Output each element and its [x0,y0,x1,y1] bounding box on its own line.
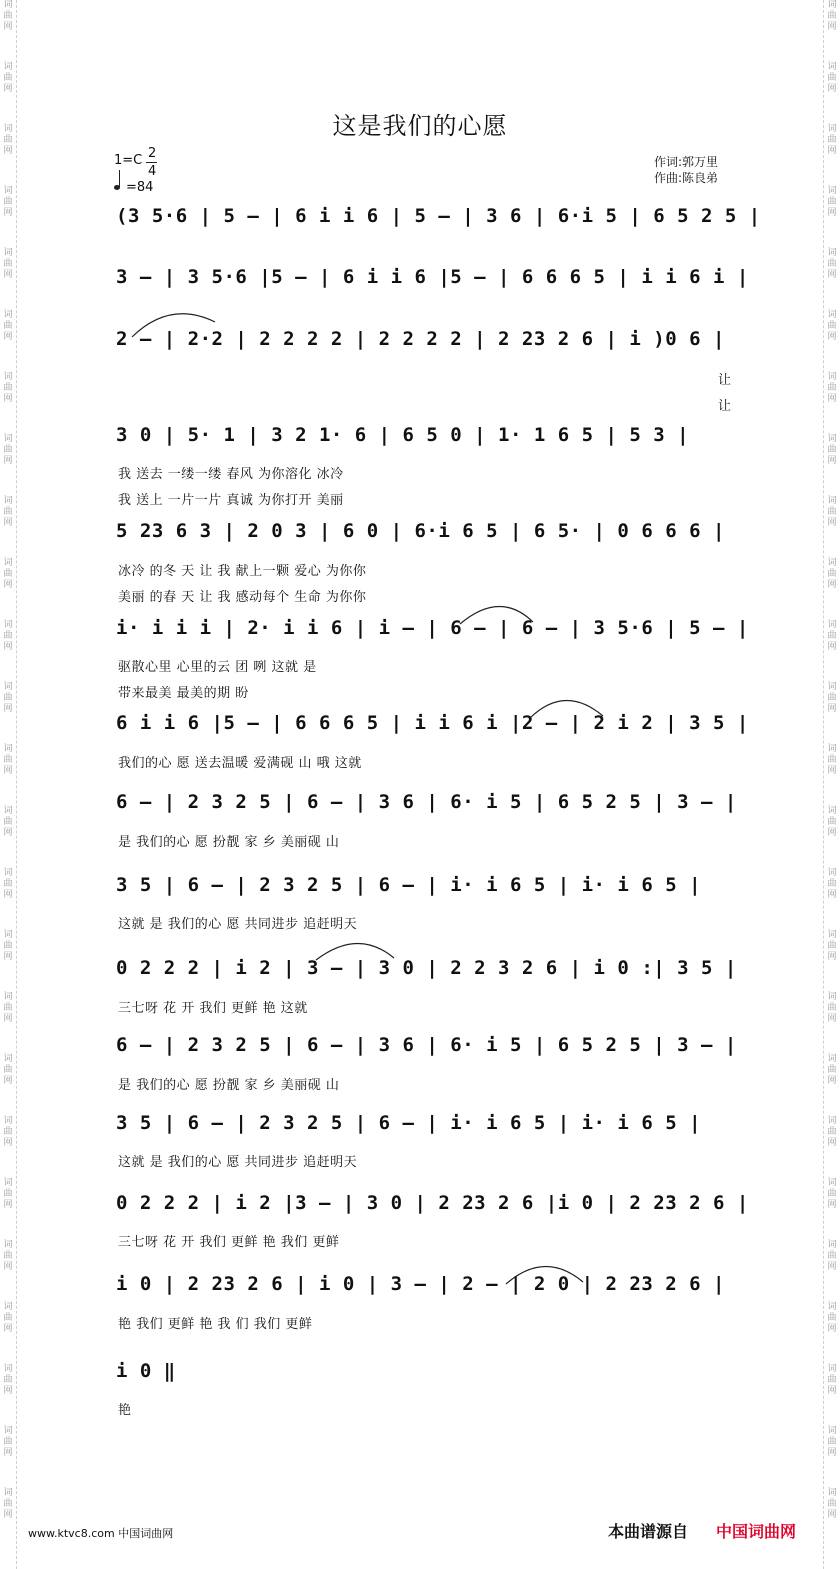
score-line-10: 0 2 2 2 | i 2 | 3 – | 3 0 | 2 2 3 2 6 | i 0 :| 3 5 | [116,957,737,979]
watermark-glyph: 词 曲 网 [827,124,837,156]
score-line-3: 2 – | 2·2 | 2 2 2 2 | 2 2 2 2 | 2 23 2 6 | i )0 6 | [116,328,725,350]
watermark-glyph: 词 曲 网 [3,1240,13,1272]
watermark-glyph: 词 曲 网 [827,1054,837,1086]
watermark-glyph: 词 曲 网 [827,1426,837,1458]
lyric-line-5b: 美丽 的春 天 让 我 感动每个 生命 为你你 [118,590,367,605]
footer-source-label: 本曲谱源自 [608,1522,689,1541]
lyric-line-14: 艳 我们 更鲜 艳 我 们 我们 更鲜 [118,1317,313,1332]
watermark-glyph: 词 曲 网 [3,496,13,528]
score-line-5: 5 23 6 3 | 2 0 3 | 6 0 | 6·i 6 5 | 6 5· | 0 6 6 6 | [116,520,725,542]
score-line-6: i· i i i | 2· i i 6 | i – | 6 – | 6 – | 3 5·6 | 5 – | [116,617,749,639]
watermark-glyph: 词 曲 网 [827,992,837,1024]
lyric-line-6a: 驱散心里 心里的云 团 咧 这就 是 [118,660,317,675]
slur-mark [530,700,603,718]
watermark-glyph: 词 曲 网 [827,186,837,218]
watermark-glyph: 词 曲 网 [3,868,13,900]
watermark-glyph: 词 曲 网 [3,682,13,714]
slur-mark [316,943,394,960]
watermark-glyph: 词 曲 网 [827,310,837,342]
watermark-glyph: 词 曲 网 [3,620,13,652]
watermark-glyph: 词 曲 网 [3,1054,13,1086]
lyric-line-8: 是 我们的心 愿 扮靓 家 乡 美丽砚 山 [118,835,340,850]
watermark-glyph: 词 曲 网 [3,930,13,962]
lyric-line-4b: 我 送上 一片一片 真诚 为你打开 美丽 [118,493,344,508]
score-line-15: i 0 ‖ [116,1360,176,1382]
lyricist-credit: 作词:郭万里 [654,155,719,169]
lyric-line-3a: 让 [718,373,732,388]
lyric-line-5a: 冰冷 的冬 天 让 我 献上一颗 爱心 为你你 [118,564,367,579]
watermark-glyph: 词 曲 网 [3,1178,13,1210]
watermark-glyph: 词 曲 网 [827,1364,837,1396]
watermark-glyph: 词 曲 网 [827,248,837,280]
score-line-13: 0 2 2 2 | i 2 |3 – | 3 0 | 2 23 2 6 |i 0 | 2 23 2 6 | [116,1192,749,1214]
score-line-9: 3 5 | 6 – | 2 3 2 5 | 6 – | i· i 6 5 | i· i 6 5 | [116,874,702,896]
watermark-glyph: 词 曲 网 [3,310,13,342]
watermark-glyph: 词 曲 网 [827,1302,837,1334]
watermark-glyph: 词 曲 网 [827,558,837,590]
lyric-line-12: 这就 是 我们的心 愿 共同进步 追赶明天 [118,1155,358,1170]
lyric-line-3b: 让 [718,399,732,414]
score-line-1: (3 5·6 | 5 – | 6 i i 6 | 5 – | 3 6 | 6·i 5 | 6 5 2 5 | [116,205,761,227]
watermark-glyph: 词 曲 网 [3,434,13,466]
watermark-glyph: 词 曲 网 [827,434,837,466]
watermark-glyph: 词 曲 网 [3,1488,13,1520]
lyric-line-9: 这就 是 我们的心 愿 共同进步 追赶明天 [118,917,358,932]
watermark-glyph: 词 曲 网 [827,744,837,776]
score-line-7: 6 i i 6 |5 – | 6 6 6 5 | i i 6 i |2 – | 2 i 2 | 3 5 | [116,712,749,734]
watermark-glyph: 词 曲 网 [3,186,13,218]
slur-mark [460,606,533,624]
watermark-glyph: 词 曲 网 [3,1116,13,1148]
lyric-line-6b: 带来最美 最美的期 盼 [118,686,249,701]
watermark-glyph: 词 曲 网 [3,1426,13,1458]
footer-site: www.ktvc8.com 中国词曲网 [28,1527,174,1540]
score-line-11: 6 – | 2 3 2 5 | 6 – | 3 6 | 6· i 5 | 6 5 2 5 | 3 – | [116,1034,737,1056]
watermark-glyph: 词 曲 网 [3,62,13,94]
lyric-line-7: 我们的心 愿 送去温暖 爱满砚 山 哦 这就 [118,756,362,771]
score-line-12: 3 5 | 6 – | 2 3 2 5 | 6 – | i· i 6 5 | i· i 6 5 | [116,1112,702,1134]
watermark-glyph: 词 曲 网 [827,496,837,528]
watermark-glyph: 词 曲 网 [3,992,13,1024]
watermark-glyph: 词 曲 网 [827,62,837,94]
lyric-line-10: 三七呀 花 开 我们 更鲜 艳 这就 [118,1001,308,1016]
score-line-4: 3 0 | 5· 1 | 3 2 1· 6 | 6 5 0 | 1· 1 6 5 | 5 3 | [116,424,690,446]
score-line-14: i 0 | 2 23 2 6 | i 0 | 3 – | 2 – | 2 0 | 2 23 2 6 | [116,1273,725,1295]
score-line-2: 3 – | 3 5·6 |5 – | 6 i i 6 |5 – | 6 6 6 5 | i i 6 i | [116,266,749,288]
lyric-line-15: 艳 [118,1403,132,1418]
watermark-glyph: 词 曲 网 [827,930,837,962]
watermark-glyph: 词 曲 网 [827,1240,837,1272]
watermark-glyph: 词 曲 网 [827,1116,837,1148]
key-signature: 1=C [114,153,143,168]
time-signature-top: 2 [148,146,157,161]
composer-credit: 作曲:陈良弟 [654,171,719,185]
watermark-glyph: 词 曲 网 [3,1364,13,1396]
watermark-glyph: 词 曲 网 [827,1488,837,1520]
footer-brand: 中国词曲网 [716,1522,797,1541]
watermark-glyph: 词 曲 网 [827,868,837,900]
slur-mark [506,1266,583,1284]
watermark-glyph: 词 曲 网 [3,124,13,156]
watermark-glyph: 词 曲 网 [827,620,837,652]
watermark-glyph: 词 曲 网 [827,0,837,32]
watermark-glyph: 词 曲 网 [3,0,13,32]
slur-mark [132,314,215,337]
watermark-glyph: 词 曲 网 [827,1178,837,1210]
watermark-glyph: 词 曲 网 [3,744,13,776]
watermark-glyph: 词 曲 网 [3,372,13,404]
watermark-glyph: 词 曲 网 [827,372,837,404]
time-signature-bottom: 4 [148,164,157,179]
watermark-glyph: 词 曲 网 [3,248,13,280]
lyric-line-4a: 我 送去 一缕一缕 春风 为你溶化 冰冷 [118,467,344,482]
score-line-8: 6 – | 2 3 2 5 | 6 – | 3 6 | 6· i 5 | 6 5 2 5 | 3 – | [116,791,737,813]
watermark-glyph: 词 曲 网 [3,806,13,838]
tempo-marking: =84 [126,180,154,195]
watermark-glyph: 词 曲 网 [3,1302,13,1334]
watermark-glyph: 词 曲 网 [827,682,837,714]
lyric-line-11: 是 我们的心 愿 扮靓 家 乡 美丽砚 山 [118,1078,340,1093]
watermark-glyph: 词 曲 网 [827,806,837,838]
lyric-line-13: 三七呀 花 开 我们 更鲜 艳 我们 更鲜 [118,1235,340,1250]
watermark-glyph: 词 曲 网 [3,558,13,590]
song-title: 这是我们的心愿 [332,112,508,140]
